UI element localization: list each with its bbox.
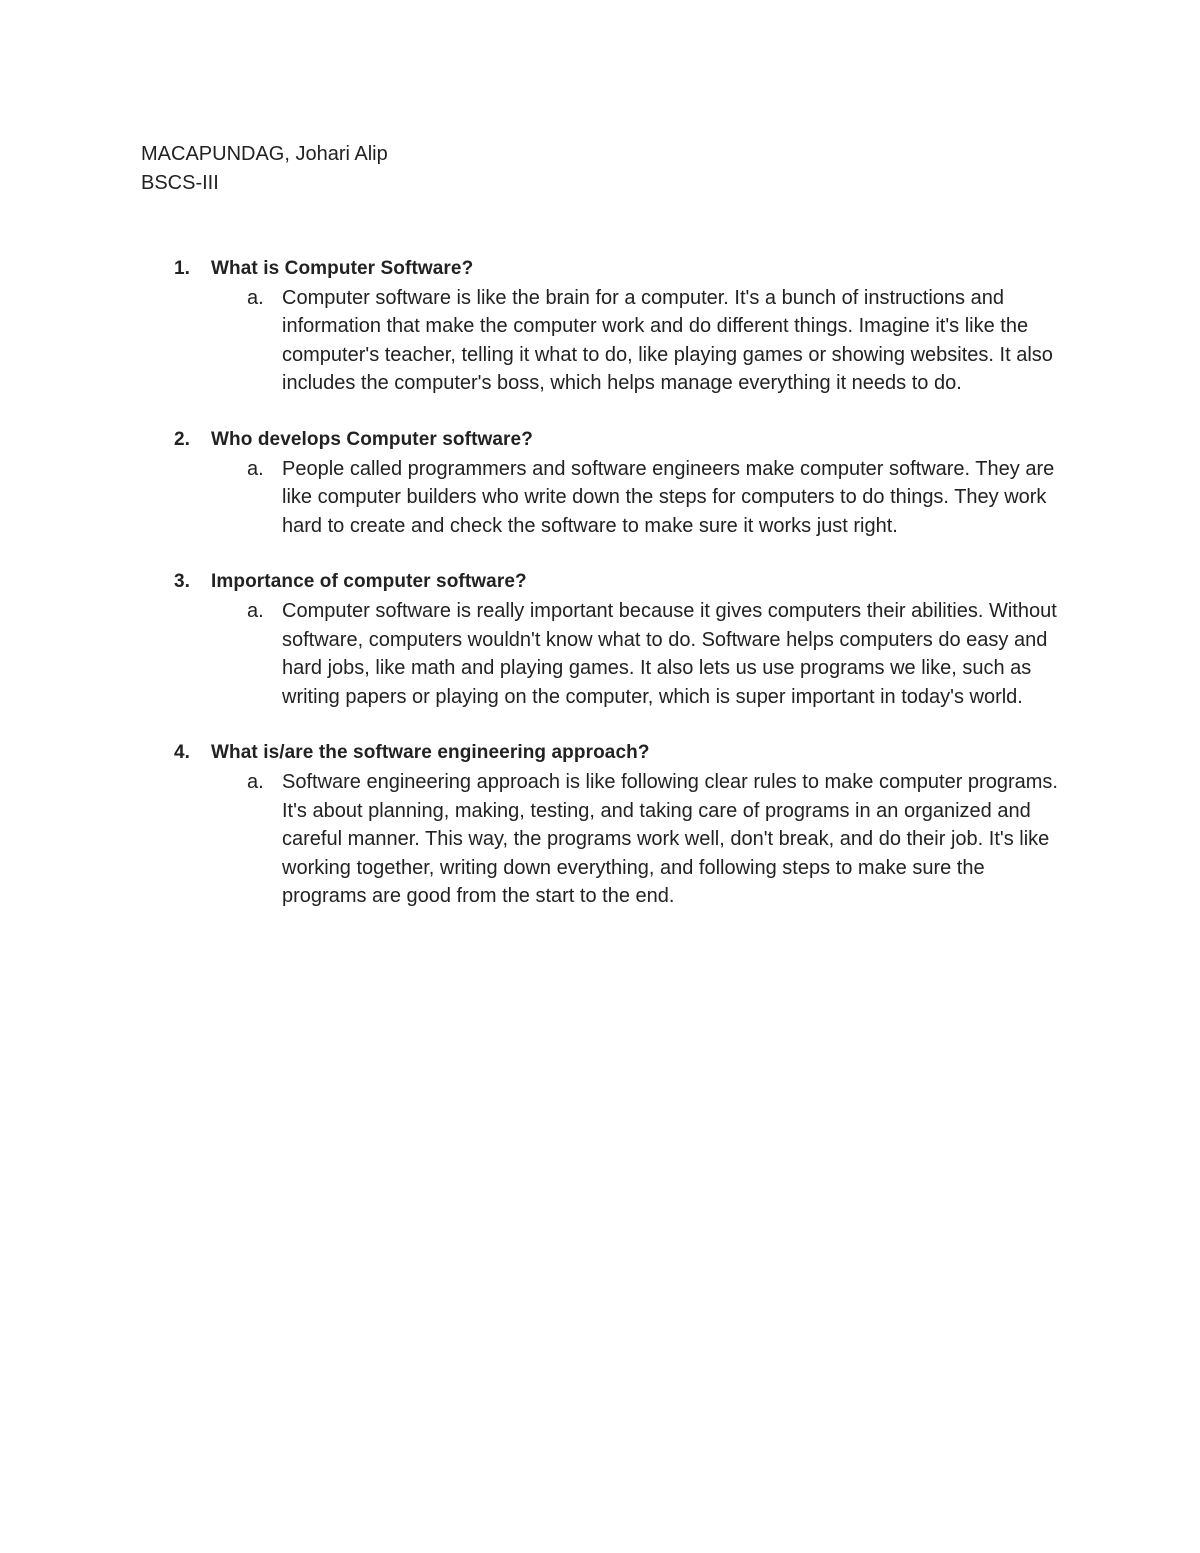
question-text: Who develops Computer software? bbox=[211, 428, 533, 450]
answer-letter: a. bbox=[247, 599, 264, 622]
question-number: 4. bbox=[174, 742, 190, 764]
answer-letter: a. bbox=[247, 770, 264, 793]
answer-block bbox=[247, 768, 1062, 911]
answer-block bbox=[247, 455, 1062, 541]
answer-block bbox=[247, 597, 1062, 711]
question-item-1 bbox=[141, 255, 1061, 398]
question-text: What is/are the software engineering approach? bbox=[211, 742, 650, 764]
answer-text: Computer software is like the brain for a computer. It's a bunch of instructions and information that make the computer work and do different things. Imagine it's like the computer's teacher, telling it what to do, like playing games or showing websites. It also includes the computer's boss, which helps manage everything it needs to do. bbox=[282, 286, 1053, 395]
answer-block bbox=[247, 284, 1062, 398]
question-number: 3. bbox=[174, 571, 190, 593]
question-text: What is Computer Software? bbox=[211, 258, 474, 279]
question-item-3 bbox=[141, 568, 1061, 711]
question-item-2 bbox=[141, 426, 1061, 540]
question-number: 1. bbox=[174, 258, 190, 279]
answer-text: Software engineering approach is like following clear rules to make computer programs. It's about planning, making, testing, and taking care of programs in an organized and careful manner. This way, the programs work well, don't break, and do their job. It's like working together, writing down everything, and following steps to make sure the programs are good from the start to the end. bbox=[282, 770, 1058, 908]
answer-letter: a. bbox=[247, 457, 264, 480]
question-text: Importance of computer software? bbox=[211, 571, 527, 593]
answer-text: People called programmers and software engineers make computer software. They are like computer builders who write down the steps for computers to do things. They work hard to create and check the software to make sure it works just right. bbox=[282, 457, 1055, 537]
question-list bbox=[141, 255, 1061, 939]
answer-text: Computer software is really important because it gives computers their abilities. Without software, computers wouldn't know what to do. Software helps computers do easy and hard jobs, like math and playing games. It also lets us use programs we like, such as writing papers or playing on the computer, which is super important in today's world. bbox=[282, 599, 1057, 708]
document-header bbox=[141, 140, 388, 198]
question-number: 2. bbox=[174, 428, 190, 450]
answer-letter: a. bbox=[247, 286, 264, 309]
question-item-4 bbox=[141, 739, 1061, 911]
student-course: BSCS-III bbox=[141, 172, 219, 194]
student-name: MACAPUNDAG, Johari Alip bbox=[141, 143, 388, 165]
